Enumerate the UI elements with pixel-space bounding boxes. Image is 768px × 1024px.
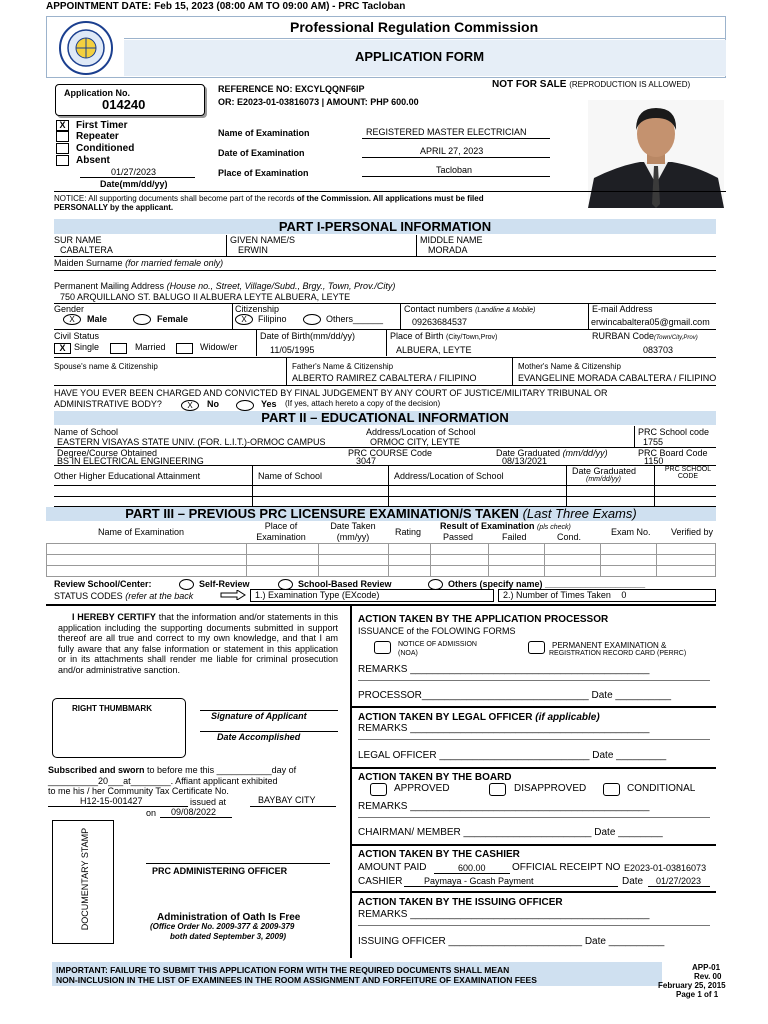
exam-date: APRIL 27, 2023 — [420, 146, 484, 156]
pob: ALBUERA, LEYTE — [396, 345, 472, 355]
email: erwincabaltera05@gmail.com — [591, 317, 710, 327]
issuing-remarks[interactable]: REMARKS ___________________________________________ — [358, 909, 650, 920]
part1-title: PART I-PERSONAL INFORMATION — [278, 219, 492, 234]
form-title: APPLICATION FORM — [355, 49, 485, 64]
contact-label: Contact numbers — [404, 304, 473, 314]
review-self-radio[interactable] — [179, 579, 194, 590]
page-number: Page 1 of 1 — [676, 990, 719, 999]
mother: EVANGELINE MORADA CABALTERA / FILIPINO — [518, 373, 717, 383]
citizenship-others-label: Others______ — [326, 314, 384, 324]
status-code-1-box — [250, 589, 494, 602]
board-conditional-label: CONDITIONAL — [627, 783, 696, 794]
degree-label: Degree/Course Obtained — [57, 448, 158, 458]
processor-remarks[interactable]: REMARKS ___________________________________________ — [358, 664, 650, 675]
contact-note: (Landline & Mobile) — [475, 307, 536, 314]
repeater-checkbox[interactable] — [56, 131, 69, 142]
notice-line-2: PERSONALLY by the applicant. — [54, 203, 174, 212]
application-number-label: Application No. — [64, 88, 130, 98]
review-others-label: Others (specify name) ____________________ — [448, 579, 646, 589]
board-approved-checkbox[interactable] — [370, 783, 387, 796]
graduation-label: Date Graduated — [496, 448, 561, 458]
reference-number: REFERENCE NO: EXCYLQQNF6IP — [218, 84, 365, 94]
certify-line-2: documents submitted in support thereof are all true and — [58, 622, 338, 644]
civil-single-label: Single — [74, 342, 100, 352]
gender-male-label: Male — [87, 314, 108, 324]
other-code-label: PRC SCHOOL CODE — [664, 466, 712, 480]
on-date: 09/08/2022 — [171, 807, 217, 817]
spouse-label: Spouse's name & Citizenship — [54, 362, 158, 371]
issuing-officer-line[interactable]: ISSUING OFFICER ________________________ Date __________ — [358, 936, 665, 947]
application-date: 01/27/2023 — [111, 167, 157, 177]
part1-header — [54, 219, 716, 234]
given-name-label: GIVEN NAME/S — [230, 235, 296, 245]
exam-date-label: Date of Examination — [218, 148, 305, 158]
gender-female-label: Female — [157, 314, 189, 324]
status-code-2-box — [498, 589, 716, 602]
first-timer-label: First Timer — [76, 120, 128, 131]
other-location-label: Address/Location of School — [394, 471, 504, 481]
col-result-label: Result of Examination — [440, 521, 535, 531]
ctc-number: H12-15-001427 — [80, 796, 143, 806]
col-rating: Rating — [395, 527, 422, 537]
father-label: Father's Name & Citizenship — [292, 362, 394, 371]
absent-checkbox[interactable] — [56, 155, 69, 166]
cashier-title: ACTION TAKEN BY THE CASHIER — [358, 849, 520, 860]
surname-label: SUR NAME — [54, 235, 102, 245]
gender-male-radio[interactable]: X — [63, 314, 81, 325]
receipt-number: E2023-01-03816073 — [624, 863, 707, 873]
status-codes-note: (refer at the back — [125, 591, 194, 601]
table-row — [47, 544, 716, 555]
col-result — [440, 521, 571, 531]
board-code: 1150 — [644, 456, 664, 466]
status-code-2-value: 0 — [621, 590, 627, 600]
pob-note: (City/Town,Prov) — [446, 334, 498, 341]
important-line-2: NON-INCLUSION IN THE LIST OF EXAMINEES IN THE ROOM ASSIGNMENT AND FORFEITURE OF EXAMINATION FEES — [56, 975, 537, 985]
rurban-field — [592, 331, 698, 341]
conditioned-checkbox[interactable] — [56, 143, 69, 154]
review-label: Review School/Center: — [54, 579, 152, 589]
oath-free-label: Administration of Oath Is Free — [157, 912, 301, 923]
gender-female-radio[interactable] — [133, 314, 151, 325]
citizenship-label: Citizenship — [235, 304, 280, 314]
form-code: APP-01 — [692, 963, 721, 972]
legal-note: (if applicable) — [535, 712, 600, 723]
col-place: Place of Examination — [256, 521, 306, 542]
board-disapproved-label: DISAPPROVED — [514, 783, 587, 794]
absent-label: Absent — [76, 155, 110, 166]
col-date: Date Taken (mm/yy) — [330, 521, 376, 542]
school-location-label: Address/Location of School — [366, 427, 476, 437]
civil-married-checkbox[interactable] — [110, 343, 127, 354]
address-note: (House no., Street, Village/Subd., Brgy., Town, Prov./City) — [166, 281, 396, 291]
not-for-sale — [492, 79, 690, 90]
citizenship-others-radio[interactable] — [303, 314, 321, 325]
sworn-bold: Subscribed and sworn — [48, 765, 145, 775]
given-name: ERWIN — [238, 245, 268, 255]
commission-name: Professional Regulation Commission — [290, 19, 539, 35]
address-label: Permanent Mailing Address — [54, 281, 165, 291]
col-exam-name: Name of Examination — [98, 527, 185, 537]
notice-line-1 — [54, 194, 484, 203]
maiden-note: (for married female only) — [125, 258, 224, 268]
civil-married-label: Married — [135, 342, 166, 352]
sworn-line-2: __________20___at________. Affiant applicant exhibited — [48, 776, 278, 786]
col-passed: Passed — [443, 532, 474, 542]
cashier-date: 01/27/2023 — [656, 876, 702, 886]
noa-checkbox[interactable] — [374, 641, 391, 654]
certify-line-3: correct to my own knowledge, and that I am fully aware that — [58, 633, 338, 654]
important-line-1: IMPORTANT: FAILURE TO SUBMIT THIS APPLICATION FORM WITH THE REQUIRED DOCUMENTS SHALL MEAN — [56, 965, 510, 975]
part2-title: PART II – EDUCATIONAL INFORMATION — [261, 410, 509, 425]
board-title: ACTION TAKEN BY THE BOARD — [358, 772, 512, 783]
certify-line-6: and/or administrative sanction. — [58, 664, 181, 675]
amount-paid: 600.00 — [458, 863, 486, 873]
school-location: ORMOC CITY, LEYTE — [370, 437, 460, 447]
reproduction-note: (REPRODUCTION IS ALLOWED) — [569, 80, 691, 89]
receipt-label: OFFICIAL RECEIPT NO — [512, 862, 621, 873]
citizenship-filipino-label: Filipino — [258, 314, 287, 324]
other-graduated-label: Date Graduated — [572, 466, 637, 476]
school-code: 1755 — [643, 437, 664, 447]
dob-label: Date of Birth(mm/dd/yy) — [260, 331, 356, 341]
processor-line[interactable]: PROCESSOR______________________________ Date __________ — [358, 690, 672, 701]
issuing-title: ACTION TAKEN BY THE ISSUING OFFICER — [358, 897, 563, 908]
cashier-date-label: Date — [622, 876, 644, 887]
exam-name: REGISTERED MASTER ELECTRICIAN — [366, 127, 527, 137]
other-graduated-note: (mm/dd/yy) — [586, 476, 621, 483]
address-field — [54, 281, 395, 291]
col-exam-no: Exam No. — [611, 527, 651, 537]
office-order-2: both dated September 3, 2009) — [170, 932, 287, 941]
or-amount: OR: E2023-01-03816073 | AMOUNT: PHP 600.00 — [218, 97, 419, 107]
notice-bold-1: of the Commission. All applications must be filed — [296, 194, 484, 203]
rurban-code: 083703 — [643, 345, 674, 355]
mother-label: Mother's Name & Citizenship — [518, 362, 621, 371]
status-code-2: 2.) Number of Times Taken — [503, 590, 611, 600]
status-codes — [54, 591, 193, 601]
chairman-line[interactable]: CHAIRMAN/ MEMBER _______________________ Date ________ — [358, 827, 663, 838]
contact-field — [404, 304, 535, 314]
review-school-label: School-Based Review — [298, 579, 392, 589]
certify-block — [58, 612, 338, 676]
board-disapproved-checkbox[interactable] — [489, 783, 506, 796]
civil-widow-checkbox[interactable] — [176, 343, 193, 354]
issued-at-label: issued at — [190, 797, 227, 807]
board-conditional-checkbox[interactable] — [603, 783, 620, 796]
civil-status-label: Civil Status — [54, 331, 100, 341]
father: ALBERTO RAMIREZ CABALTERA / FILIPINO — [292, 373, 477, 383]
graduation-date: 08/13/2021 — [502, 456, 548, 466]
legal-remarks[interactable]: REMARKS ___________________________________________ — [358, 723, 650, 734]
thumbmark-label: RIGHT THUMBMARK — [72, 704, 152, 713]
degree: BS IN ELECTRICAL ENGINEERING — [57, 456, 204, 466]
gender-label: Gender — [54, 304, 85, 314]
certify-line-0: that the information and/or — [158, 612, 265, 622]
charged-question-2: ADMINISTRATIVE BODY? — [54, 399, 162, 409]
sworn-line-3: to me his / her Community Tax Certificate No. — [48, 786, 229, 796]
cashier-label: CASHIER — [358, 876, 403, 887]
perrc-label-1: PERMANENT EXAMINATION & — [552, 641, 667, 650]
previous-exams-table — [46, 543, 716, 577]
charged-yes-label: Yes — [261, 399, 277, 409]
arrow-right-icon — [220, 590, 246, 602]
course-code-label: PRC COURSE Code — [348, 448, 433, 458]
course-code: 3047 — [356, 456, 377, 466]
sworn-text-1: to before me this ___________day of — [147, 765, 297, 775]
email-label: E-mail Address — [592, 304, 653, 314]
rurban-note: (Town/City,Prov) — [654, 335, 698, 341]
part2-header — [54, 411, 716, 425]
on-label: on — [146, 808, 157, 818]
maiden-label: Maiden Surname — [54, 258, 123, 268]
board-approved-label: APPROVED — [394, 783, 450, 794]
repeater-label: Repeater — [76, 131, 119, 142]
noa-label-1: NOTICE OF ADMISSION — [398, 641, 477, 648]
form-revision: Rev. 00 — [694, 972, 722, 981]
col-verified: Verified by — [671, 527, 714, 537]
certify-line-5: attachments shall render me liable for criminal prosecution — [94, 654, 338, 665]
office-order-1: (Office Order No. 2009-377 & 2009-379 — [150, 922, 295, 931]
pob-label: Place of Birth — [390, 331, 444, 341]
col-cond: Cond. — [557, 532, 582, 542]
first-timer-checkbox[interactable]: X — [56, 120, 69, 131]
board-remarks[interactable]: REMARKS ___________________________________________ — [358, 801, 650, 812]
certify-line-4: any false information or statement in this application or in its — [58, 643, 338, 665]
other-education-label: Other Higher Educational Attainment — [54, 471, 201, 481]
surname: CABALTERA — [60, 245, 113, 255]
graduation-note: (mm/dd/yy) — [562, 448, 608, 458]
table-row — [47, 555, 716, 566]
status-codes-label: STATUS CODES — [54, 591, 123, 601]
legal-officer-line[interactable]: LEGAL OFFICER ___________________________ Date _________ — [358, 750, 667, 761]
prc-seal-logo — [50, 20, 122, 76]
part3-header — [46, 507, 716, 521]
maiden-surname — [54, 258, 223, 268]
exam-place: Tacloban — [436, 165, 473, 175]
administering-officer-label: PRC ADMINISTERING OFFICER — [152, 866, 288, 876]
issuance-label: ISSUANCE of the FOLOWING FORMS — [358, 626, 516, 636]
school: EASTERN VISAYAS STATE UNIV. (FOR. L.I.T.)-ORMOC CAMPUS — [57, 437, 326, 447]
conditioned-label: Conditioned — [76, 143, 135, 154]
sworn-line-1 — [48, 765, 296, 775]
application-number: 014240 — [102, 97, 146, 112]
status-code-1: 1.) Examination Type (EXcode) — [255, 590, 380, 600]
contact-number: 09263684537 — [412, 317, 468, 327]
charged-no-label: No — [207, 399, 219, 409]
legal-title-row — [358, 712, 600, 723]
charged-yes-note: (If yes, attach hereto a copy of the decision) — [285, 399, 441, 408]
form-date: February 25, 2015 — [658, 981, 726, 990]
part3-title-note: (Last Three Exams) — [522, 506, 637, 521]
dob: 11/05/1995 — [270, 345, 315, 355]
perrc-checkbox[interactable] — [528, 641, 545, 654]
citizenship-filipino-radio[interactable]: X — [235, 314, 253, 325]
notice-prefix: NOTICE: All supporting documents shall become part of the records — [54, 194, 297, 203]
date-accomplished-label: Date Accomplished — [217, 732, 301, 742]
certify-line-1: statements in this application including the supporting — [58, 612, 338, 633]
col-failed: Failed — [502, 532, 527, 542]
signature-label: Signature of Applicant — [211, 711, 307, 721]
amount-paid-label: AMOUNT PAID — [358, 862, 427, 873]
appointment-line: APPOINTMENT DATE: Feb 15, 2023 (08:00 AM TO 09:00 AM) - PRC Tacloban — [46, 1, 406, 12]
perrc-label-2: REGISTRATION RECORD CARD (PERRC) — [549, 650, 687, 657]
application-date-label: Date(mm/dd/yy) — [100, 179, 168, 189]
middle-name-label: MIDDLE NAME — [420, 235, 483, 245]
charged-no-radio[interactable]: X — [181, 400, 199, 411]
issued-at: BAYBAY CITY — [258, 795, 316, 805]
processor-title: ACTION TAKEN BY THE APPLICATION PROCESSOR — [358, 614, 609, 625]
cashier-name: Paymaya - Gcash Payment — [424, 876, 534, 886]
not-for-sale-label: NOT FOR SALE — [492, 79, 567, 90]
review-self-label: Self-Review — [199, 579, 250, 589]
charged-yes-radio[interactable] — [236, 400, 254, 411]
noa-label-2: (NOA) — [398, 650, 418, 657]
legal-title: ACTION TAKEN BY LEGAL OFFICER — [358, 712, 533, 723]
middle-name: MORADA — [428, 245, 468, 255]
documentary-stamp-label: DOCUMENTARY STAMP — [80, 827, 90, 931]
other-school-label: Name of School — [258, 471, 323, 481]
rurban-label: RURBAN Code — [592, 331, 655, 341]
school-label: Name of School — [54, 427, 119, 437]
part3-title: PART III – PREVIOUS PRC LICENSURE EXAMINATION/S TAKEN — [125, 506, 519, 521]
charged-question-1: HAVE YOU EVER BEEN CHARGED AND CONVICTED BY FINAL JUDGEMENT BY ANY COURT OF JUSTICE/MILITARY TRIBUNAL OR — [54, 388, 608, 398]
address: 750 ARQUILLANO ST. BALUGO II ALBUERA LEYTE ALBUERA, LEYTE — [60, 292, 351, 302]
exam-name-label: Name of Examination — [218, 128, 310, 138]
col-result-note: (pls check) — [537, 524, 571, 531]
board-code-label: PRC Board Code — [638, 448, 708, 458]
pob-field — [390, 331, 497, 341]
civil-single-checkbox[interactable]: X — [54, 343, 71, 354]
table-row — [47, 566, 716, 577]
school-code-label: PRC School code — [638, 427, 710, 437]
exam-place-label: Place of Examination — [218, 168, 309, 178]
civil-widow-label: Widow/er — [200, 342, 238, 352]
certify-lead: I HEREBY CERTIFY — [72, 612, 156, 622]
